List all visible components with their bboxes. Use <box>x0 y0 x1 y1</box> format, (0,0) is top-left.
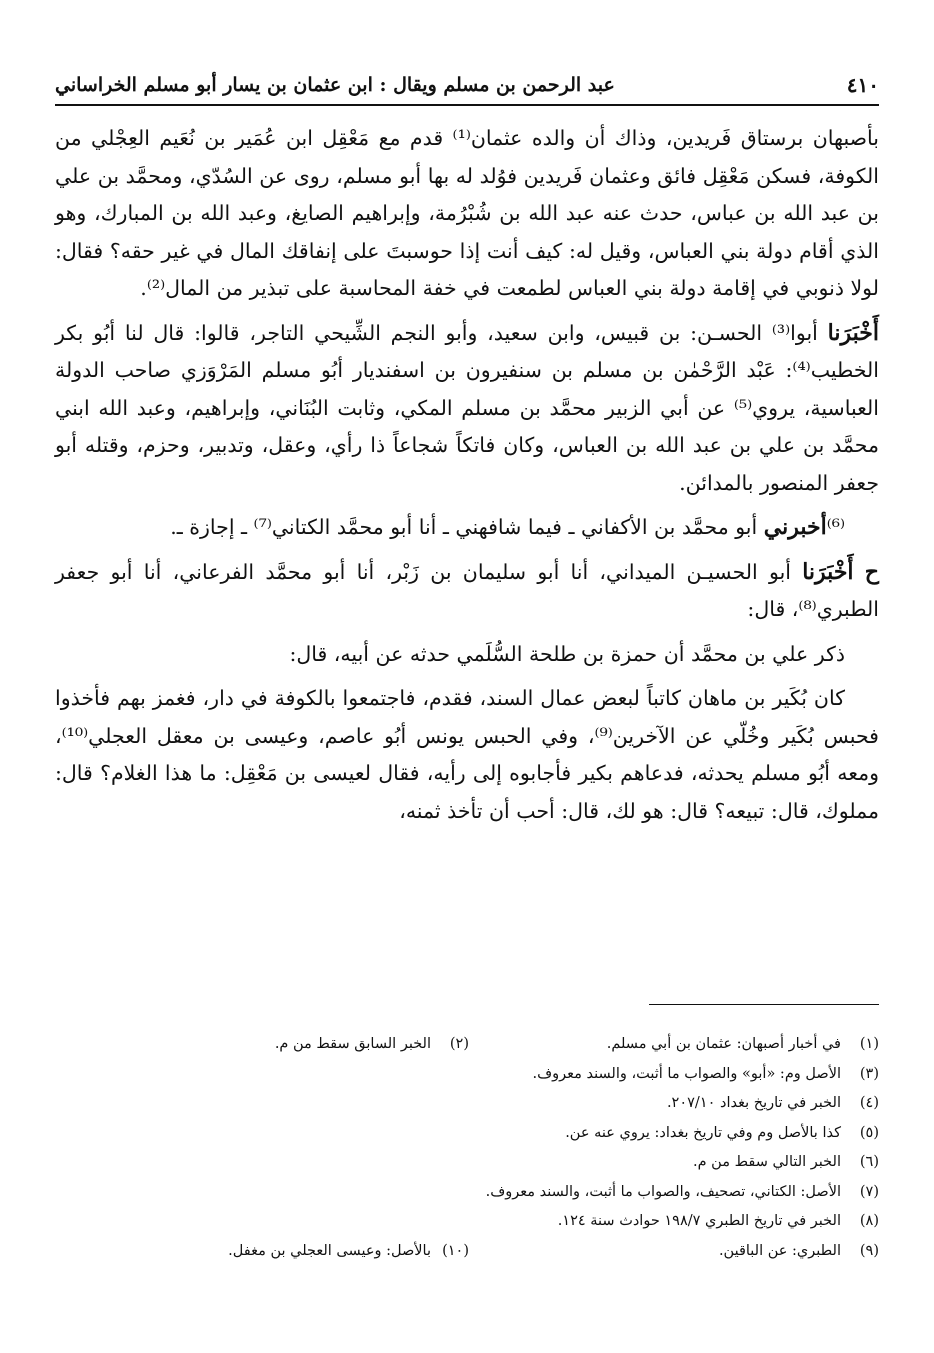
footnote-text: الطبري: عن الباقين. <box>718 1242 841 1259</box>
footnote-row <box>55 1148 879 1178</box>
footnote-row <box>55 1119 879 1149</box>
paragraph-prefix: ⁽⁶⁾ <box>826 515 845 539</box>
footnote-number: (٢) <box>449 1036 469 1052</box>
header-divider <box>55 104 879 106</box>
footnote-number: (١٠) <box>442 1242 469 1259</box>
footnote <box>59 1237 469 1267</box>
paragraph-text: أبو الحسيـن الميداني، أنا أبو سليمان بن زَبْر، أنا أبو محمَّد الفرعاني، أنا أبو جعفر الطبري⁽⁸⁾، قال: <box>55 559 879 621</box>
paragraph-text: أبوا⁽³⁾ الحسـن: بن قبيس، وابن سعيد، وأبو النجم الشِّيحي التاجر، قالوا: قال لنا أبُو بكر الخطيب⁽⁴⁾: عَبْد الرَّحْمٰن بن مسلم بن سنفيرون بن اسفنديار أبُو مسلم المَرْوَزي صاحب الدولة العباسية، يروي⁽⁵⁾ عن أبي الزبير محمَّد بن مسلم المكي، وثابت البُنَاني، وإبراهيم، وعبد الله ابني محمَّد بن علي بن عبد الله بن العباس، وكان فاتكاً شجاعاً ذا رأي، وعقل، وتدبير، وحزم، وقتله أبو جعفر المنصور بالمدائن. <box>55 320 879 495</box>
paragraph-prefix: ح <box>864 558 879 585</box>
footnotes <box>55 1030 879 1266</box>
page-header <box>55 70 879 100</box>
paragraph <box>55 554 879 629</box>
paragraph-keyword: أَخْبَرَنا <box>802 558 854 585</box>
paragraph <box>55 120 879 308</box>
footnote <box>55 1178 879 1208</box>
paragraph <box>55 680 879 830</box>
paragraph <box>55 509 879 547</box>
paragraph <box>55 636 879 674</box>
footnote-row <box>55 1089 879 1119</box>
footnote-text: الخبر التالي سقط من م. <box>692 1154 841 1170</box>
footnote <box>55 1148 879 1178</box>
footnote <box>59 1030 469 1060</box>
footnote-number: (٩) <box>859 1242 879 1259</box>
paragraph-text: أبو محمَّد بن الأكفاني ـ فيما شافهني ـ أنا أبو محمَّد الكتاني⁽⁷⁾ ـ إجازة ـ. <box>170 515 758 539</box>
footnote-text: كذا بالأصل وم وفي تاريخ بغداد: يروي عنه عن. <box>565 1124 841 1141</box>
paragraph-text: بأصبهان برستاق فَريدين، وذاك أن والده عثمان⁽¹⁾ قدم مع مَعْقِل ابن عُمَير بن نُعَيم العِجْلي من الكوفة، فسكن مَعْقِل فائق وعثمان فَريدين فوُلد له بها أبو مسلم، روى عن السُدّي، ومحمَّد بن علي بن عبد الله بن عباس، حدث عنه عبد الله بن شُبْرُمة، وإبراهيم الصايغ، وعبد الله بن المبارك، وهو الذي أقام دولة بني العباس، وقيل له: كيف أنت إذا حوسبتَ على إنفاقك المال في غير حقه؟ فقال: لولا ذنوبي في إقامة دولة بني العباس لطمعت في خفة المحاسبة على تبذير من المال⁽²⁾. <box>55 126 879 300</box>
paragraph-text: كان بُكَير بن ماهان كاتباً لبعض عمال السند، فقدم، فاجتمعوا بالكوفة في دار، فغمز بهم فأخذوا فحبس بُكَير وخُلّي عن الآخرين⁽⁹⁾، وفي الحبس يونس أبُو عاصم، وعيسى بن معقل العجلي⁽¹⁰⁾، ومعه أبُو مسلم يحدثه، فدعاهم بكير فأجابوه إلى رأيه، فقال لعيسى بن مَعْقِل: ما هذا الغلام؟ قال: مملوك، قال: تبيعه؟ قال: هو لك، قال: أحب أن تأخذ ثمنه، <box>55 686 879 823</box>
footnote <box>469 1030 879 1060</box>
footnote-row <box>55 1060 879 1090</box>
main-text <box>55 120 879 837</box>
footnote-text: الخبر في تاريخ بغداد ٢٠٧/١٠. <box>666 1095 841 1111</box>
footnote-text: الخبر السابق سقط من م. <box>274 1036 431 1052</box>
footnote-text: الأصل وم: «أبو» والصواب ما أثبت، والسند معروف. <box>532 1065 841 1082</box>
footnote-row <box>55 1237 879 1267</box>
footnote-number: (١) <box>859 1036 879 1052</box>
footnote-divider <box>649 1004 879 1005</box>
footnote-row <box>55 1178 879 1208</box>
running-title: عبد الرحمن بن مسلم ويقال : ابن عثمان بن يسار أبو مسلم الخراساني <box>55 74 615 96</box>
footnote <box>55 1060 879 1090</box>
footnote-text: الخبر في تاريخ الطبري ١٩٨/٧ حوادث سنة ١٢٤. <box>557 1213 841 1229</box>
paragraph-keyword: أخبرني <box>763 514 827 540</box>
footnote-text: بالأصل: وعيسى العجلي بن مغفل. <box>228 1242 431 1259</box>
footnote-text: في أخبار أصبهان: عثمان بن أبي مسلم. <box>606 1036 841 1052</box>
footnote <box>55 1089 879 1119</box>
footnote-number: (٨) <box>859 1213 879 1229</box>
footnote-row <box>55 1207 879 1237</box>
footnote-number: (٦) <box>859 1154 879 1170</box>
footnote-text: الأصل: الكتاني، تصحيف، والصواب ما أثبت، والسند معروف. <box>485 1183 841 1200</box>
footnote <box>469 1237 879 1267</box>
footnote-number: (٤) <box>859 1095 879 1111</box>
footnote-number: (٧) <box>859 1183 879 1200</box>
page-number: ٤١٠ <box>846 73 879 97</box>
footnote <box>55 1207 879 1237</box>
paragraph-text: ذكر علي بن محمَّد أن حمزة بن طلحة السُّلَمي حدثه عن أبيه، قال: <box>289 641 845 666</box>
footnote-number: (٣) <box>859 1065 879 1082</box>
footnote-row <box>55 1030 879 1060</box>
paragraph <box>55 315 879 503</box>
paragraph-keyword: أَخْبَرَنا <box>827 319 879 346</box>
footnote-number: (٥) <box>859 1124 879 1141</box>
footnote <box>55 1119 879 1149</box>
